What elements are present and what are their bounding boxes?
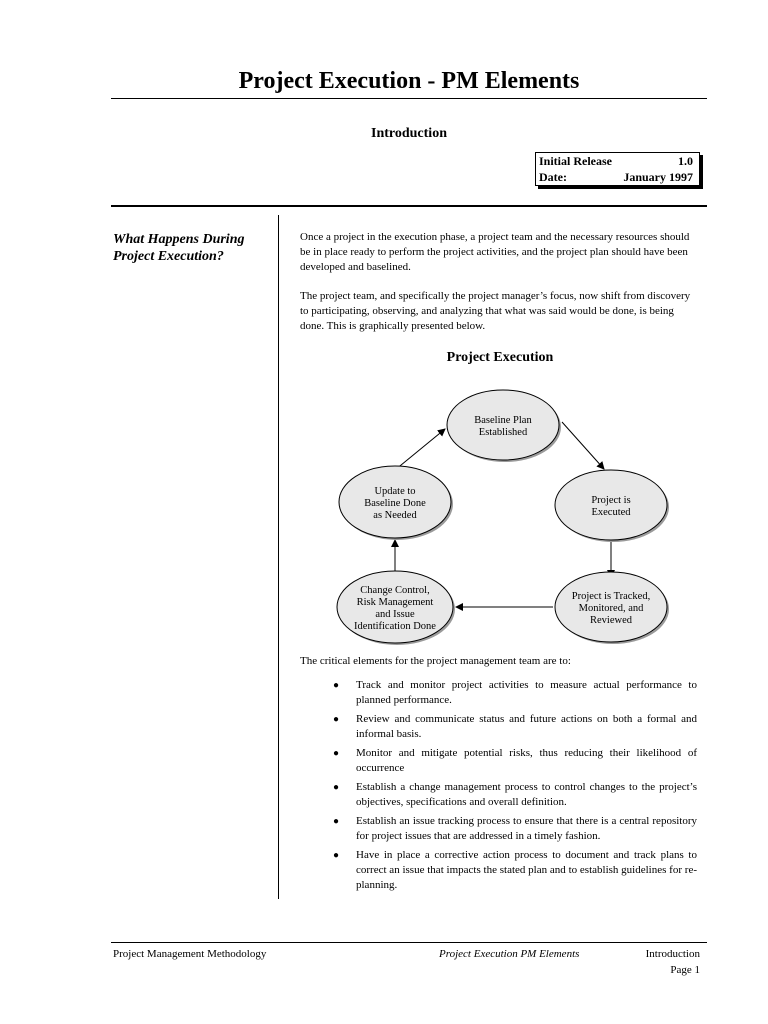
figure-title: Project Execution (446, 350, 554, 365)
release-row (539, 154, 693, 169)
list-item-text: Establish an issue tracking process to ensure that there is a central repository for project issues that are addressed in a timely fashion. (356, 815, 697, 842)
arrow-update-to-baseline (395, 429, 445, 470)
release-version: 1.0 (678, 154, 693, 168)
node-label-line: Reviewed (590, 615, 632, 626)
node-label-line: as Needed (373, 510, 417, 521)
node-update-baseline (339, 466, 453, 540)
node-label-line: Monitored, and (578, 603, 644, 614)
release-label: Initial Release (539, 154, 612, 168)
focus-paragraph: The project team, and specifically the project manager’s focus, now shift from discovery to participating, observing, and analyzing that what was said would be done, is being done. This is graphically presented below. (300, 290, 691, 332)
node-label-line: Risk Management (356, 597, 434, 608)
date-value: January 1997 (623, 170, 693, 184)
list-item-text: Have in place a corrective action process to document and track plans to correct an issue that impacts the stated plan and to establish guidelines for re-planning. (356, 849, 697, 891)
page-number: Page 1 (670, 964, 700, 976)
bullet-icon: ● (333, 748, 340, 759)
critical-elements-list (327, 678, 697, 897)
list-item (327, 780, 697, 810)
bullet-icon: ● (333, 782, 340, 793)
date-row (539, 170, 693, 185)
list-item-text: Monitor and mitigate potential risks, thus reducing their likelihood of occurrence (356, 747, 697, 774)
node-label-line: Baseline Done (364, 498, 426, 509)
node-label-line: and Issue (375, 609, 415, 620)
node-project-executed (555, 470, 669, 542)
release-info-box (535, 152, 700, 186)
bullet-icon: ● (333, 816, 340, 827)
list-item-text: Establish a change management process to control changes to the project’s objectives, specifications and overall definition. (356, 781, 697, 808)
node-label-line: Identification Done (354, 621, 436, 632)
list-item (327, 712, 697, 742)
critical-elements-intro: The critical elements for the project management team are to: (300, 655, 571, 667)
bullet-icon: ● (333, 680, 340, 691)
bullet-icon: ● (333, 850, 340, 861)
node-change-control (337, 571, 455, 645)
project-execution-cycle-diagram (300, 380, 700, 645)
list-item (327, 746, 697, 776)
node-label-line: Project is Tracked, (571, 591, 651, 602)
node-label-line: Executed (591, 507, 631, 518)
footer-center: Project Execution PM Elements (439, 948, 580, 960)
node-label-line: Baseline Plan (474, 415, 532, 426)
node-label-line: Update to (374, 486, 416, 497)
footer-right: Introduction (645, 948, 700, 960)
list-item (327, 678, 697, 708)
list-item (327, 814, 697, 844)
page-title: Project Execution - PM Elements (238, 68, 580, 94)
node-baseline-plan (447, 390, 561, 462)
section-rule (111, 205, 707, 207)
footer-rule (111, 942, 707, 943)
date-label: Date: (539, 170, 567, 184)
node-label-line: Project is (591, 495, 631, 506)
sidebar-heading: What Happens During Project Execution? (113, 232, 245, 264)
list-item-text: Review and communicate status and future actions on both a formal and informal basis. (356, 713, 697, 740)
list-item (327, 848, 697, 893)
intro-paragraph: Once a project in the execution phase, a project team and the necessary resources should be in place ready to perform the project activities, and the project plan should have been developed and baselined. (300, 231, 690, 273)
node-project-tracked (555, 572, 669, 644)
list-item-text: Track and monitor project activities to measure actual performance to planned performance. (356, 679, 697, 706)
node-label-line: Change Control, (360, 585, 430, 596)
node-label-line: Established (478, 427, 528, 438)
arrow-baseline-to-executed (562, 422, 604, 469)
footer-left: Project Management Methodology (113, 948, 267, 960)
header-rule (111, 98, 707, 99)
column-divider (278, 215, 279, 899)
section-subtitle: Introduction (371, 126, 447, 141)
bullet-icon: ● (333, 714, 340, 725)
